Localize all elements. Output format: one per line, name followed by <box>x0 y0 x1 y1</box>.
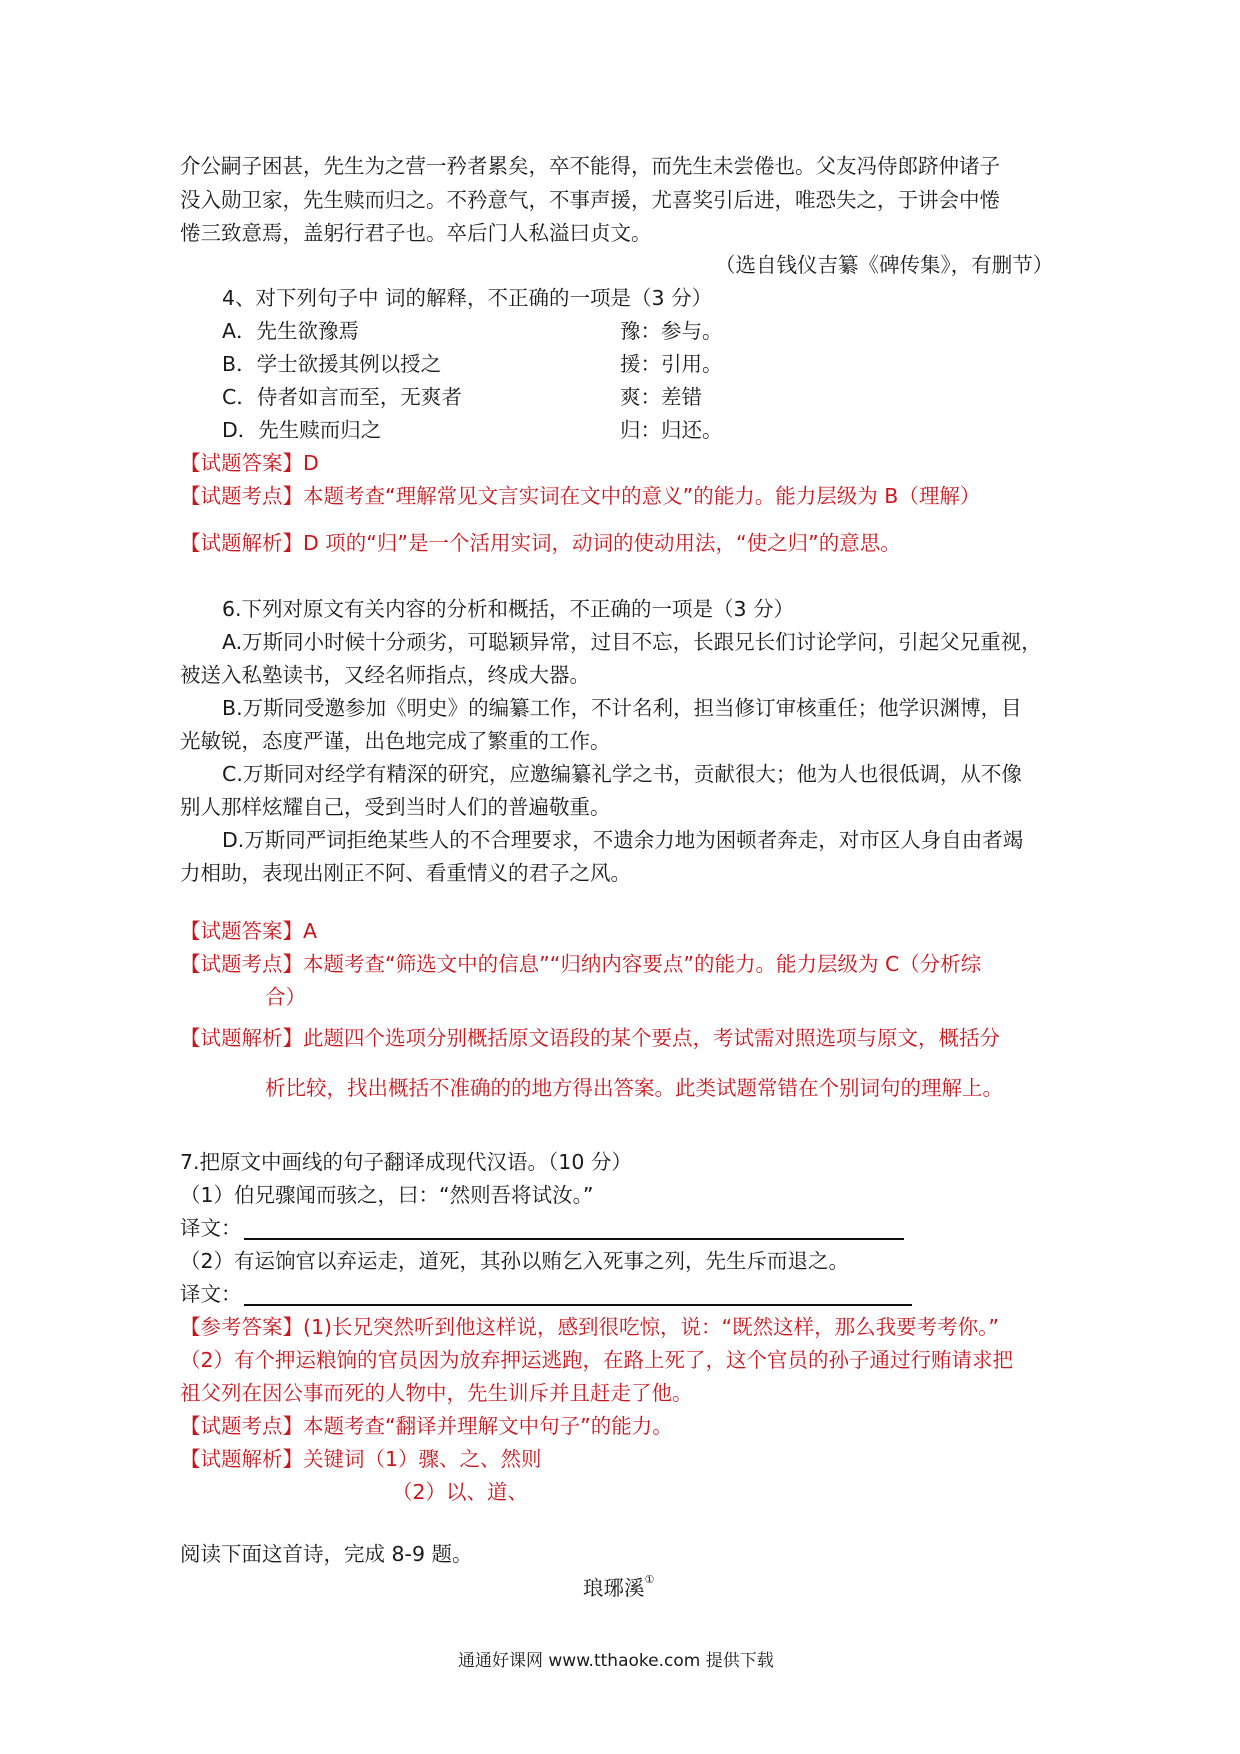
q7-reference-line: 祖父列在因公事而死的人物中，先生训斥并且赶走了他。 <box>180 1381 693 1405</box>
analysis-label: 【试题解析】 <box>180 1026 303 1050</box>
passage-line: 没入勋卫家，先生赎而归之。不矜意气，不事声援，尤喜奖引后进，唯恐失之，于讲会中惓 <box>180 188 1000 212</box>
q6-analysis-cont: 析比较，找出概括不准确的的地方得出答案。此类试题常错在个别词句的理解上。 <box>265 1076 1003 1100</box>
point-text: 本题考查“筛选文中的信息”“归纳内容要点”的能力。能力层级为 C（分析综 <box>303 952 982 976</box>
q4-analysis <box>180 529 901 557</box>
q4-gloss-b: 援：引用。 <box>620 352 723 376</box>
answer-label: 【试题答案】 <box>180 919 303 943</box>
answer-value: D <box>303 451 319 475</box>
passage-line: 介公嗣子困甚，先生为之营一矜者累矣，卒不能得，而先生未尝倦也。父友冯侍郎跻仲诸子 <box>180 154 1000 178</box>
q4-option-a: A．先生欲豫焉 <box>222 319 360 343</box>
point-text: 本题考查“翻译并理解文中句子”的能力。 <box>303 1414 673 1438</box>
point-label: 【试题考点】 <box>180 952 303 976</box>
analysis-text: 此题四个选项分别概括原文语段的某个要点，考试需对照选项与原文，概括分 <box>303 1026 1000 1050</box>
q4-answer <box>180 449 319 477</box>
q7-reference-answer <box>180 1313 999 1341</box>
q7-point <box>180 1412 673 1440</box>
q4-option-c: C．侍者如言而至，无爽者 <box>222 385 462 409</box>
q4-gloss-a: 豫：参与。 <box>620 319 723 343</box>
q6-option-line: C.万斯同对经学有精深的研究，应邀编纂礼学之书，贡献很大；他为人也很低调，从不像 <box>222 762 1022 786</box>
q6-option-line: 力相助，表现出刚正不阿、看重情义的君子之风。 <box>180 861 631 885</box>
q6-answer <box>180 917 317 945</box>
translation-blank-2[interactable] <box>244 1304 912 1306</box>
q4-point <box>180 482 980 510</box>
q7-analysis <box>180 1445 542 1473</box>
q6-point <box>180 950 981 978</box>
analysis-text: D 项的“归”是一个活用实词，动词的使动用法，“使之归”的意思。 <box>303 531 901 555</box>
point-label: 【试题考点】 <box>180 484 303 508</box>
analysis-label: 【试题解析】 <box>180 531 303 555</box>
source-citation: （选自钱仪吉纂《碑传集》，有删节） <box>715 253 1054 277</box>
question-4-stem: 4、对下列句子中 词的解释，不正确的一项是（3 分） <box>222 286 713 310</box>
q4-gloss-c: 爽：差错 <box>620 385 702 409</box>
point-label: 【试题考点】 <box>180 1414 303 1438</box>
q6-option-line: D.万斯同严词拒绝某些人的不合理要求，不遗余力地为困顿者奔走，对市区人身自由者竭 <box>222 828 1024 852</box>
q7-translation-label-1: 译文： <box>180 1216 242 1240</box>
reference-text: (1)长兄突然听到他这样说，感到很吃惊，说：“既然这样，那么我要考考你。” <box>303 1315 1000 1339</box>
q7-translation-label-2: 译文： <box>180 1282 242 1306</box>
question-6-stem: 6.下列对原文有关内容的分析和概括，不正确的一项是（3 分） <box>222 597 795 621</box>
q6-option-line: 别人那样炫耀自己，受到当时人们的普遍敬重。 <box>180 795 611 819</box>
footer: 通通好课网 www.tthaoke.com 提供下载 <box>458 1651 774 1671</box>
q4-option-b: B．学士欲援其例以授之 <box>222 352 442 376</box>
answer-label: 【试题答案】 <box>180 451 303 475</box>
poem-title <box>583 1574 654 1602</box>
q7-analysis-cont: （2）以、道、 <box>392 1480 529 1504</box>
question-7-stem: 7.把原文中画线的句子翻译成现代汉语。（10 分） <box>180 1150 632 1174</box>
reference-label: 【参考答案】 <box>180 1315 303 1339</box>
passage-line: 惓三致意焉，盖躬行君子也。卒后门人私溢曰贞文。 <box>180 221 652 245</box>
q6-option-line: 被送入私塾读书，又经名师指点，终成大器。 <box>180 663 590 687</box>
q7-reference-line: （2）有个押运粮饷的官员因为放弃押运逃跑，在路上死了，这个官员的孙子通过行贿请求把 <box>180 1348 1014 1372</box>
point-text: 本题考查“理解常见文言实词在文中的意义”的能力。能力层级为 B（理解） <box>303 484 981 508</box>
answer-value: A <box>303 919 318 943</box>
q6-option-line: A.万斯同小时候十分顽劣，可聪颖异常，过目不忘，长跟兄长们讨论学问，引起父兄重视， <box>222 630 1042 654</box>
poem-intro: 阅读下面这首诗，完成 8-9 题。 <box>180 1542 473 1566</box>
q6-option-line: B.万斯同受邀参加《明史》的编纂工作，不计名利，担当修订审核重任；他学识渊博，目 <box>222 696 1022 720</box>
q6-point-cont: 合） <box>265 985 306 1009</box>
q6-option-line: 光敏锐，态度严谨，出色地完成了繁重的工作。 <box>180 729 611 753</box>
q4-gloss-d: 归：归还。 <box>620 418 723 442</box>
q7-sentence-1: （1）伯兄骤闻而骇之，曰：“然则吾将试汝。” <box>180 1183 594 1207</box>
analysis-label: 【试题解析】 <box>180 1447 303 1471</box>
translation-blank-1[interactable] <box>244 1238 904 1240</box>
analysis-text: 关键词（1）骤、之、然则 <box>303 1447 542 1471</box>
poem-title-text: 琅琊溪 <box>583 1576 645 1600</box>
footnote-marker: ① <box>644 1573 655 1586</box>
q7-sentence-2: （2）有运饷官以弃运走，道死，其孙以贿乞入死事之列，先生斥而退之。 <box>180 1249 850 1273</box>
q6-analysis <box>180 1024 1000 1052</box>
q4-option-d: D．先生赎而归之 <box>222 418 382 442</box>
